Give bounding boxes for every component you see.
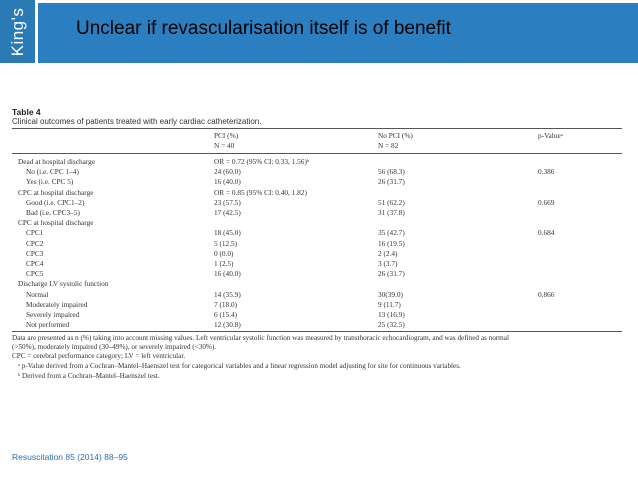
cell-pci: 23 (57.5): [214, 197, 241, 207]
table-row: [12, 167, 622, 176]
cell-pci: 0 (0.0): [214, 248, 234, 258]
table-row: [12, 208, 622, 217]
header-p-value: p-Valueᵃ: [538, 131, 563, 140]
row-label: CPC4: [26, 259, 44, 268]
table-note: Data are presented as n (%) taking into account missing values. Left ventricular systolic function was measured by transthoracic echocardiogram, and was defined as normal: [12, 334, 509, 342]
row-label: CPC2: [26, 238, 44, 248]
row-label: CPC1: [26, 228, 44, 238]
cell-pci: 5 (12.5): [214, 238, 238, 248]
table-row: [12, 320, 622, 329]
cell-p-value: 0.684: [538, 228, 555, 238]
row-label: CPC5: [26, 269, 44, 279]
cell-p-value: 0.866: [538, 289, 555, 299]
row-label: CPC at hospital discharge: [18, 187, 94, 197]
cell-no-pci: 26 (31.7): [378, 177, 405, 187]
logo-text: King's: [7, 7, 27, 56]
cell-pci: 16 (40.0): [214, 269, 241, 279]
table-note: (>50%), moderately impaired (30–49%), or severely impaired (<30%).: [12, 343, 217, 351]
cell-pci: 1 (2.5): [214, 259, 234, 268]
cell-no-pci: 51 (62.2): [378, 197, 405, 207]
table-footnote-a: ᵃ p-Value derived from a Cochran–Mantel–Haenszel test for categorical variables and a linear regression model adjusting for site for continuous variables.: [18, 362, 461, 370]
table-row: [12, 228, 622, 237]
cell-no-pci: 16 (19.5): [378, 238, 405, 248]
cell-no-pci: 9 (11.7): [378, 299, 401, 309]
cell-pci: 6 (15.4): [214, 310, 238, 319]
row-label: Dead at hospital discharge: [18, 157, 96, 166]
table-top-rule: [12, 128, 622, 129]
cell-no-pci: 13 (16.9): [378, 310, 405, 319]
row-label: Good (i.e. CPC1–2): [26, 197, 85, 207]
cell-no-pci: 30(39.0): [378, 289, 403, 299]
table-caption: Clinical outcomes of patients treated with early cardiac catheterization.: [12, 117, 262, 126]
citation: Resuscitation 85 (2014) 88–95: [12, 452, 128, 462]
row-label: Yes (i.e. CPC 5): [26, 177, 74, 187]
table-header-n-row: [12, 141, 622, 150]
cell-no-pci: 26 (31.7): [378, 269, 405, 279]
table-row: [12, 300, 622, 309]
table-row: [12, 157, 622, 166]
table-row: [12, 239, 622, 248]
cell-pci: OR = 0.72 (95% CI: 0.33, 1.56)ᵇ: [214, 157, 310, 166]
cell-pci: 7 (18.0): [214, 299, 238, 309]
row-label: Moderately impaired: [26, 299, 88, 309]
cell-no-pci: 31 (37.8): [378, 208, 405, 217]
table-row: [12, 177, 622, 186]
kings-logo: [0, 0, 35, 63]
table-row: [12, 249, 622, 258]
cell-pci: OR = 0.85 (95% CI: 0.40, 1.82): [214, 187, 307, 197]
cell-no-pci: 25 (32.5): [378, 320, 405, 330]
table-header-row: [12, 131, 622, 140]
cell-pci: 16 (40.0): [214, 177, 241, 187]
table-row: [12, 218, 622, 227]
cell-no-pci: 2 (2.4): [378, 248, 398, 258]
table-header-rule: [12, 153, 622, 154]
table-row: [12, 259, 622, 268]
cell-pci: 12 (30.8): [214, 320, 241, 330]
header-pci-n: N = 40: [214, 141, 235, 150]
row-label: Severely impaired: [26, 310, 80, 319]
cell-pci: 14 (35.9): [214, 289, 241, 299]
cell-p-value: 0.669: [538, 197, 555, 207]
cell-p-value: 0.386: [538, 167, 555, 177]
header-no-pci-n: N = 82: [378, 141, 399, 150]
table-row: [12, 290, 622, 299]
cell-no-pci: 56 (68.3): [378, 167, 405, 177]
cell-pci: 18 (45.0): [214, 228, 241, 238]
row-label: Normal: [26, 289, 49, 299]
table-footnote-b: ᵇ Derived from a Cochran–Mantel–Haenszel test.: [18, 372, 160, 380]
row-label: Not performed: [26, 320, 70, 330]
row-label: No (i.e. CPC 1–4): [26, 167, 79, 177]
header-no-pci: No PCI (%): [378, 131, 413, 140]
table-label: Table 4: [12, 107, 41, 117]
table-row: [12, 188, 622, 197]
slide-title: Unclear if revascularisation itself is of benefit: [76, 18, 451, 39]
table-note: CPC = cerebral performance category; LV = left ventricular.: [12, 352, 186, 360]
header-pci: PCI (%): [214, 131, 239, 140]
cell-pci: 17 (42.5): [214, 208, 241, 217]
table-row: [12, 198, 622, 207]
cell-no-pci: 3 (3.7): [378, 259, 398, 268]
table-row: [12, 269, 622, 278]
row-label: CPC at hospital discharge: [18, 218, 94, 228]
row-label: CPC3: [26, 248, 44, 258]
table-bottom-rule: [12, 331, 622, 332]
cell-no-pci: 35 (42.7): [378, 228, 405, 238]
row-label: Discharge LV systolic function: [18, 279, 109, 289]
table-row: [12, 310, 622, 319]
row-label: Bad (i.e. CPC3–5): [26, 208, 80, 217]
cell-pci: 24 (60.0): [214, 167, 241, 177]
table-row: [12, 279, 622, 288]
